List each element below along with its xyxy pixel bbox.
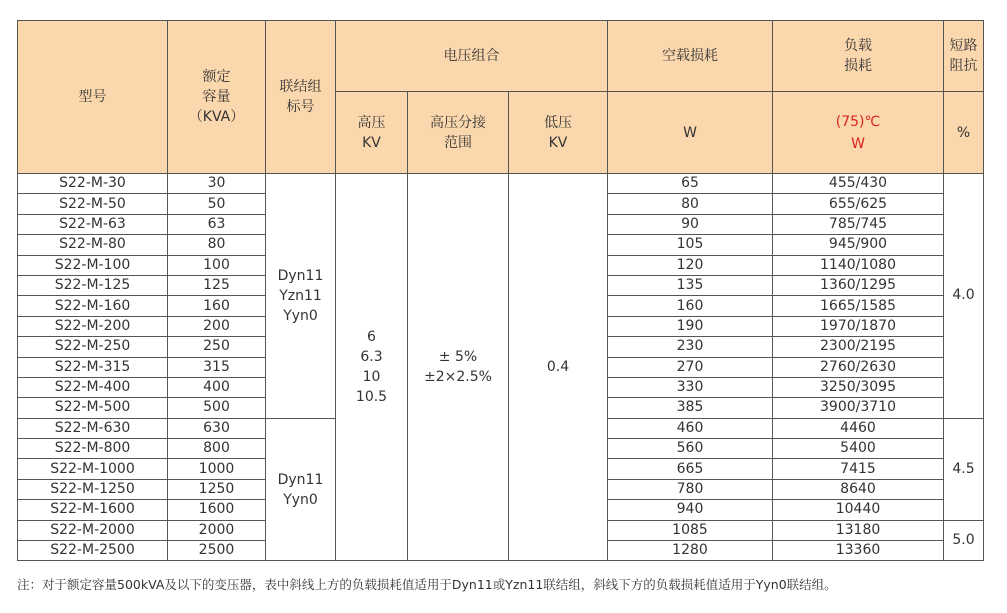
cell-noload-loss: 780 [608, 479, 773, 499]
cell-load-loss: 13360 [773, 541, 944, 561]
cell-capacity: 100 [168, 255, 266, 275]
cell-load-loss: 455/430 [773, 174, 944, 194]
cell-load-loss: 1665/1585 [773, 296, 944, 316]
cell-model: S22-M-80 [18, 235, 168, 255]
cell-load-loss: 1970/1870 [773, 316, 944, 336]
transformer-spec-table [17, 20, 984, 561]
cell-model: S22-M-1600 [18, 500, 168, 520]
cell-noload-loss: 80 [608, 194, 773, 214]
cell-capacity: 200 [168, 316, 266, 336]
spec-table-container [17, 20, 983, 561]
table-body [18, 174, 984, 561]
cell-load-loss: 945/900 [773, 235, 944, 255]
cell-capacity: 2000 [168, 520, 266, 540]
cell-capacity: 63 [168, 214, 266, 234]
cell-capacity: 315 [168, 357, 266, 377]
cell-noload-loss: 330 [608, 377, 773, 397]
cell-noload-loss: 460 [608, 418, 773, 438]
cell-load-loss: 2760/2630 [773, 357, 944, 377]
cell-capacity: 2500 [168, 541, 266, 561]
cell-load-loss: 8640 [773, 479, 944, 499]
cell-load-loss: 1140/1080 [773, 255, 944, 275]
cell-noload-loss: 1280 [608, 541, 773, 561]
cell-lv: 0.4 [509, 174, 608, 561]
cell-model: S22-M-630 [18, 418, 168, 438]
cell-model: S22-M-200 [18, 316, 168, 336]
header-impedance: 短路 阻抗 [944, 21, 984, 92]
cell-model: S22-M-800 [18, 439, 168, 459]
cell-tap-range: ± 5% ±2×2.5% [408, 174, 509, 561]
table-header [18, 21, 984, 174]
cell-load-loss: 3900/3710 [773, 398, 944, 418]
cell-hv: 6 6.3 10 10.5 [336, 174, 408, 561]
cell-capacity: 50 [168, 194, 266, 214]
cell-load-loss: 655/625 [773, 194, 944, 214]
cell-noload-loss: 90 [608, 214, 773, 234]
cell-model: S22-M-500 [18, 398, 168, 418]
header-load-unit: W [851, 135, 865, 152]
cell-impedance-c: 5.0 [944, 520, 984, 561]
cell-impedance-b: 4.5 [944, 418, 984, 520]
cell-capacity: 250 [168, 337, 266, 357]
cell-model: S22-M-125 [18, 275, 168, 295]
header-load-unit-cell [773, 92, 944, 174]
header-lv: 低压 KV [509, 92, 608, 174]
cell-noload-loss: 105 [608, 235, 773, 255]
cell-noload-loss: 190 [608, 316, 773, 336]
cell-load-loss: 10440 [773, 500, 944, 520]
cell-model: S22-M-63 [18, 214, 168, 234]
header-capacity: 额定 容量 （KVA） [168, 21, 266, 174]
cell-load-loss: 7415 [773, 459, 944, 479]
cell-model: S22-M-400 [18, 377, 168, 397]
cell-capacity: 1250 [168, 479, 266, 499]
header-impedance-unit: % [944, 92, 984, 174]
header-noload-unit: W [608, 92, 773, 174]
footnote: 注：对于额定容量500kVA及以下的变压器，表中斜线上方的负载损耗值适用于Dyn11或Yzn11联结组，斜线下方的负载损耗值适用于Yyn0联结组。 [17, 577, 837, 592]
header-hv: 高压 KV [336, 92, 408, 174]
cell-connection-group-a: Dyn11 Yzn11 Yyn0 [266, 174, 336, 419]
cell-capacity: 1600 [168, 500, 266, 520]
cell-model: S22-M-50 [18, 194, 168, 214]
cell-load-loss: 2300/2195 [773, 337, 944, 357]
cell-capacity: 160 [168, 296, 266, 316]
cell-capacity: 30 [168, 174, 266, 194]
cell-load-loss: 3250/3095 [773, 377, 944, 397]
cell-capacity: 125 [168, 275, 266, 295]
cell-noload-loss: 65 [608, 174, 773, 194]
cell-model: S22-M-250 [18, 337, 168, 357]
header-model: 型号 [18, 21, 168, 174]
cell-load-loss: 785/745 [773, 214, 944, 234]
header-load-loss: 负载 损耗 [773, 21, 944, 92]
cell-load-loss: 4460 [773, 418, 944, 438]
cell-model: S22-M-100 [18, 255, 168, 275]
cell-noload-loss: 940 [608, 500, 773, 520]
cell-capacity: 500 [168, 398, 266, 418]
cell-noload-loss: 230 [608, 337, 773, 357]
header-load-temp: (75)℃ [835, 113, 881, 130]
cell-model: S22-M-30 [18, 174, 168, 194]
cell-noload-loss: 120 [608, 255, 773, 275]
cell-model: S22-M-315 [18, 357, 168, 377]
cell-model: S22-M-1250 [18, 479, 168, 499]
header-tap-range: 高压分接 范围 [408, 92, 509, 174]
cell-noload-loss: 1085 [608, 520, 773, 540]
cell-model: S22-M-2000 [18, 520, 168, 540]
cell-load-loss: 5400 [773, 439, 944, 459]
cell-capacity: 1000 [168, 459, 266, 479]
cell-load-loss: 1360/1295 [773, 275, 944, 295]
cell-capacity: 800 [168, 439, 266, 459]
cell-model: S22-M-1000 [18, 459, 168, 479]
cell-capacity: 400 [168, 377, 266, 397]
cell-connection-group-b: Dyn11 Yyn0 [266, 418, 336, 561]
cell-noload-loss: 665 [608, 459, 773, 479]
cell-noload-loss: 135 [608, 275, 773, 295]
header-noload-loss: 空载损耗 [608, 21, 773, 92]
cell-noload-loss: 385 [608, 398, 773, 418]
cell-impedance-a: 4.0 [944, 174, 984, 419]
cell-model: S22-M-2500 [18, 541, 168, 561]
cell-capacity: 630 [168, 418, 266, 438]
table-row [18, 174, 984, 194]
cell-noload-loss: 270 [608, 357, 773, 377]
header-connection: 联结组 标号 [266, 21, 336, 174]
cell-noload-loss: 160 [608, 296, 773, 316]
cell-load-loss: 13180 [773, 520, 944, 540]
header-voltage-group: 电压组合 [336, 21, 608, 92]
cell-model: S22-M-160 [18, 296, 168, 316]
cell-noload-loss: 560 [608, 439, 773, 459]
cell-capacity: 80 [168, 235, 266, 255]
